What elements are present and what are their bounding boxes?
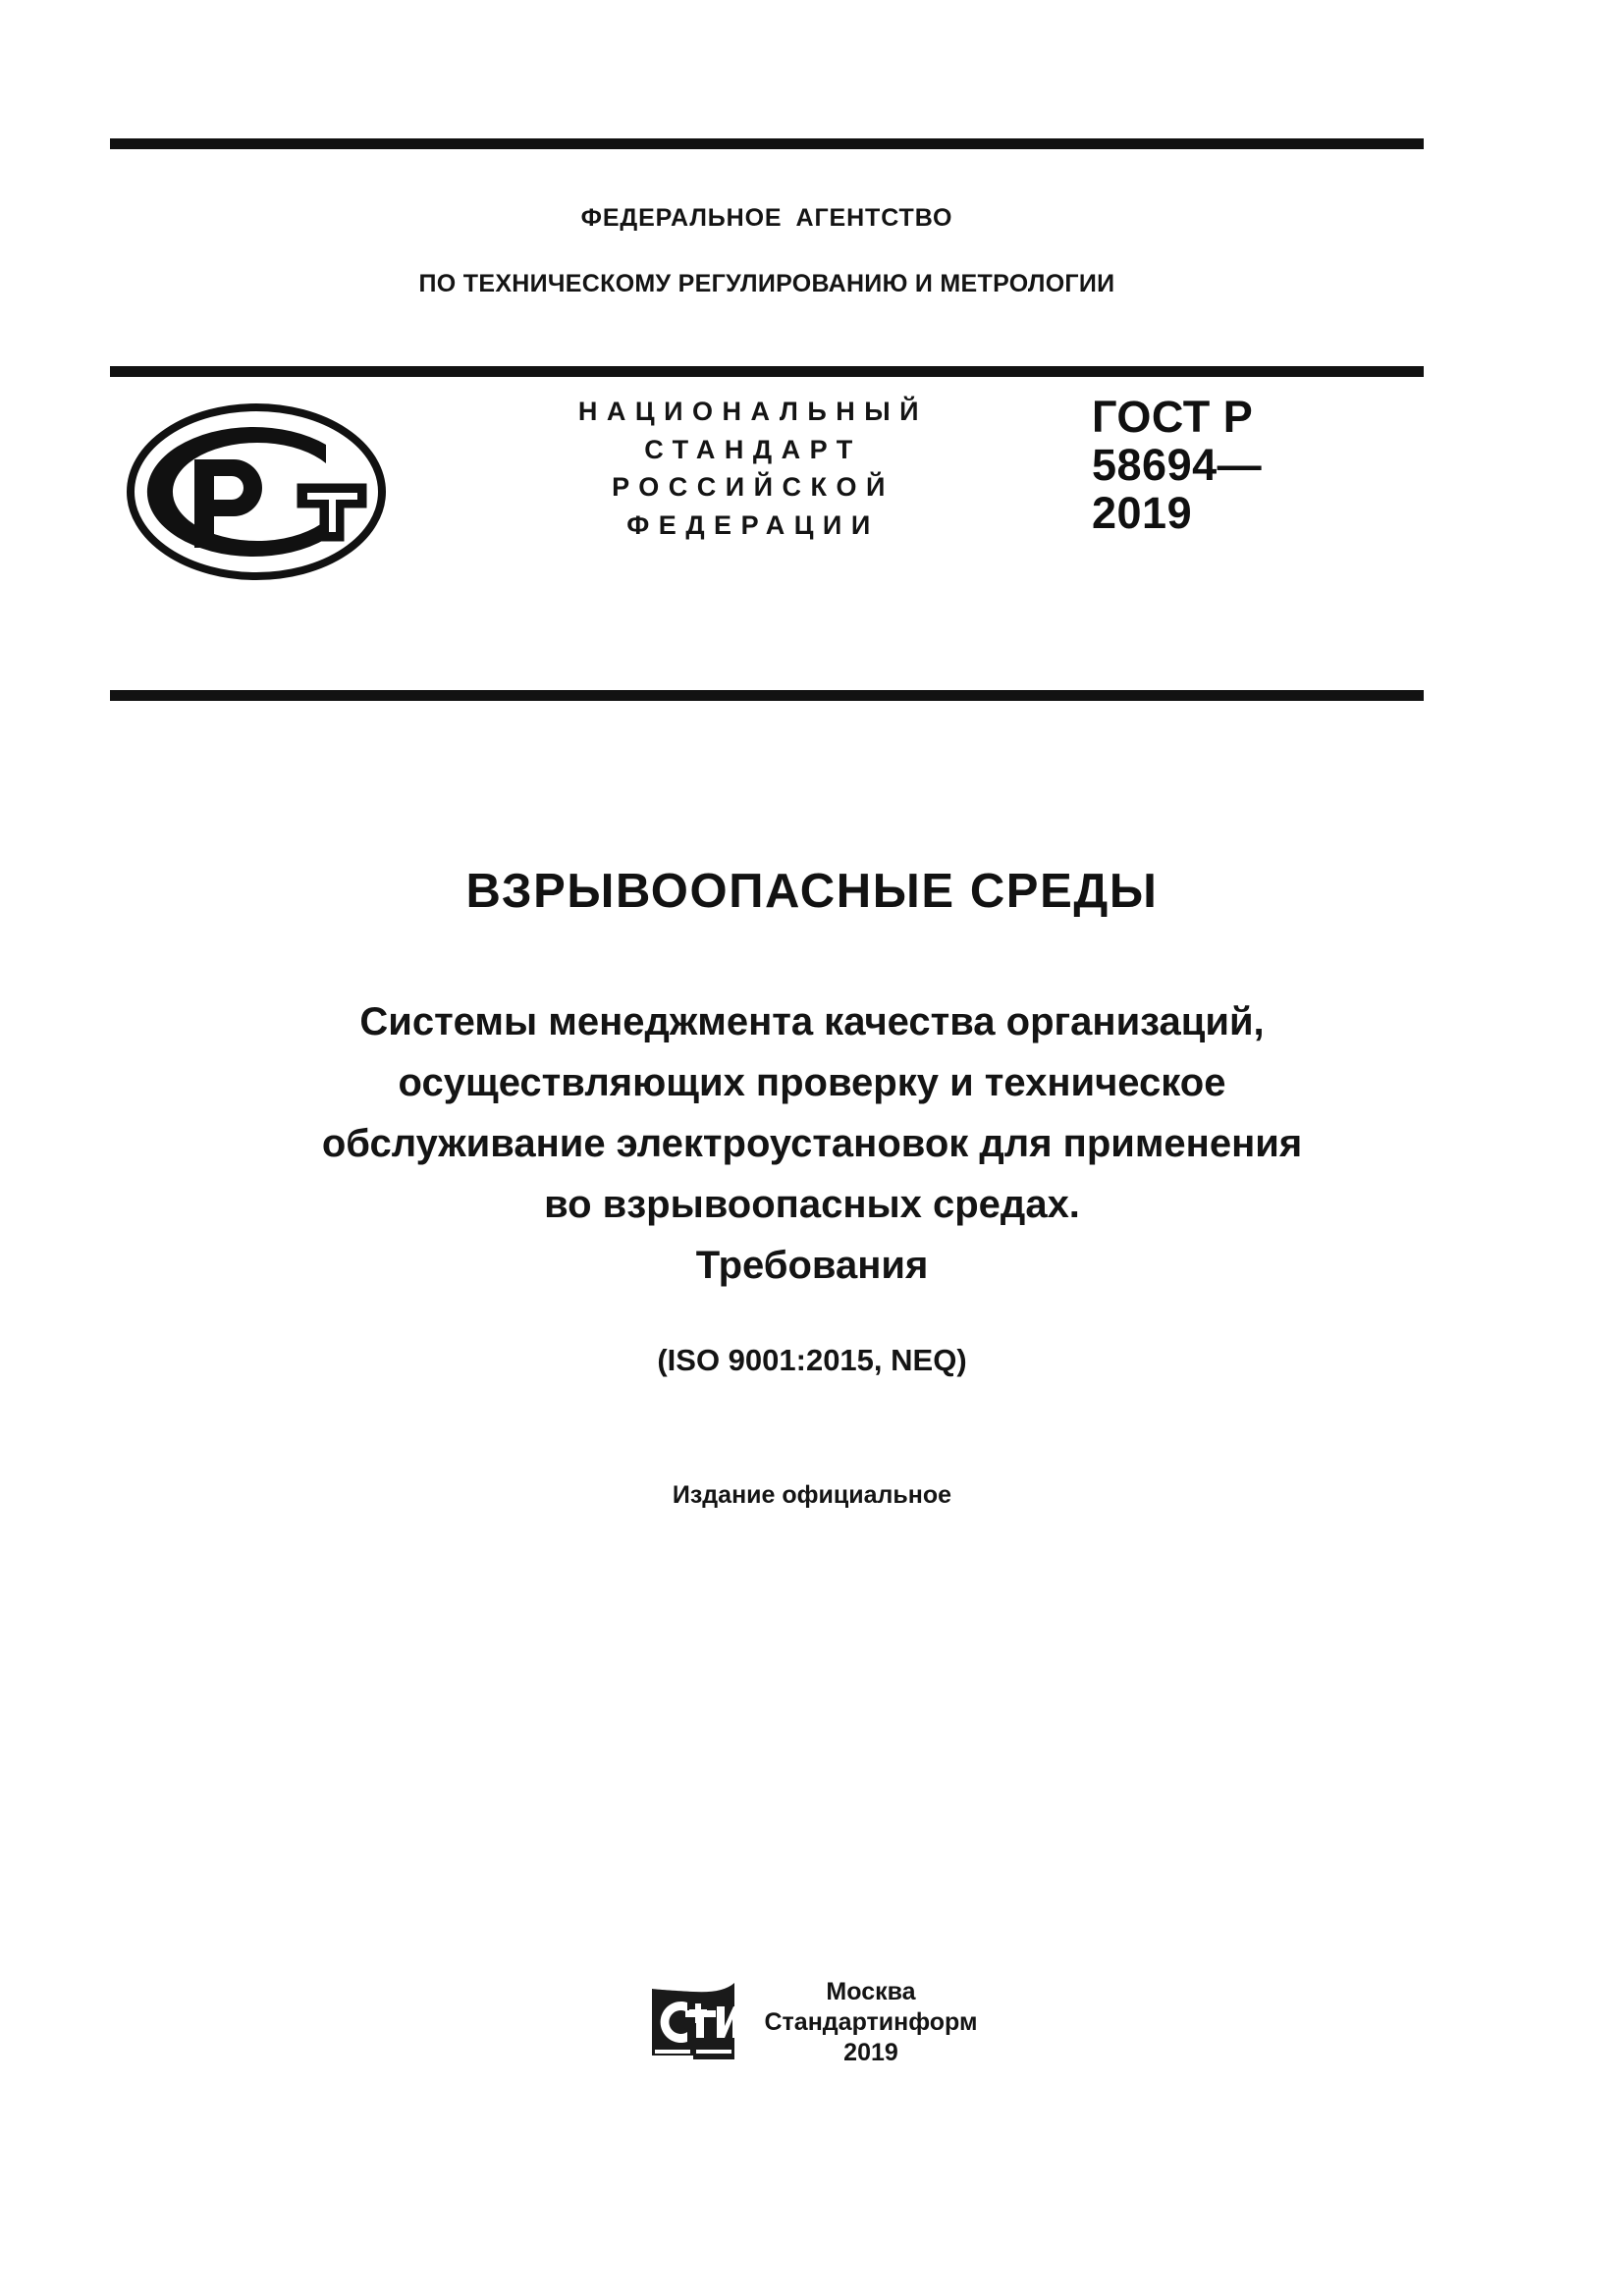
nat-std-line-3: РОССИЙСКОЙ bbox=[612, 472, 894, 502]
rst-rosstandart-logo bbox=[124, 399, 389, 585]
national-standard-caption bbox=[434, 393, 1072, 544]
subtitle-line-3: обслуживание электроустановок для применения bbox=[321, 1122, 1303, 1165]
agency-word-federal: ФЕДЕРАЛЬНОЕ bbox=[580, 204, 783, 232]
subtitle-line-1: Системы менеджмента качества организаций, bbox=[359, 1000, 1265, 1043]
rule-top bbox=[110, 138, 1424, 149]
standard-designation bbox=[1092, 393, 1416, 537]
agency-name-line-1 bbox=[110, 204, 1424, 233]
designation-line-3: 2019 bbox=[1092, 488, 1193, 538]
nat-std-line-1: НАЦИОНАЛЬНЫЙ bbox=[577, 397, 929, 426]
publisher-year: 2019 bbox=[843, 2039, 898, 2066]
publisher-footer bbox=[0, 1973, 1624, 2068]
standard-identification-band bbox=[110, 377, 1424, 690]
agency-word-agency: АГЕНТСТВО bbox=[795, 204, 953, 232]
page-title: ВЗРЫВООПАСНЫЕ СРЕДЫ bbox=[465, 865, 1159, 918]
agency-name-line-2: ПО ТЕХНИЧЕСКОМУ РЕГУЛИРОВАНИЮ И МЕТРОЛОГИИ bbox=[418, 270, 1115, 297]
iso-reference: (ISO 9001:2015, NEQ) bbox=[657, 1343, 967, 1377]
subtitle-line-2: осуществляющих проверку и техническое bbox=[398, 1061, 1226, 1104]
subtitle-line-4: во взрывоопасных средах. bbox=[544, 1183, 1080, 1226]
rule-middle bbox=[110, 366, 1424, 377]
official-edition-note: Издание официальное bbox=[672, 1481, 952, 1509]
subtitle-line-5: Требования bbox=[695, 1244, 929, 1287]
standartinform-logo bbox=[647, 1979, 739, 2065]
designation-line-1: ГОСТ Р bbox=[1092, 392, 1254, 442]
nat-std-line-2: СТАНДАРТ bbox=[644, 434, 862, 464]
publisher-block bbox=[765, 1973, 978, 2068]
nat-std-line-4: ФЕДЕРАЦИИ bbox=[626, 509, 880, 540]
designation-line-2: 58694— bbox=[1092, 440, 1263, 490]
rule-bottom bbox=[110, 690, 1424, 701]
publisher-city: Москва bbox=[826, 1978, 916, 2005]
publisher-name: Стандартинформ bbox=[764, 2008, 978, 2036]
page-subtitle bbox=[125, 991, 1499, 1296]
